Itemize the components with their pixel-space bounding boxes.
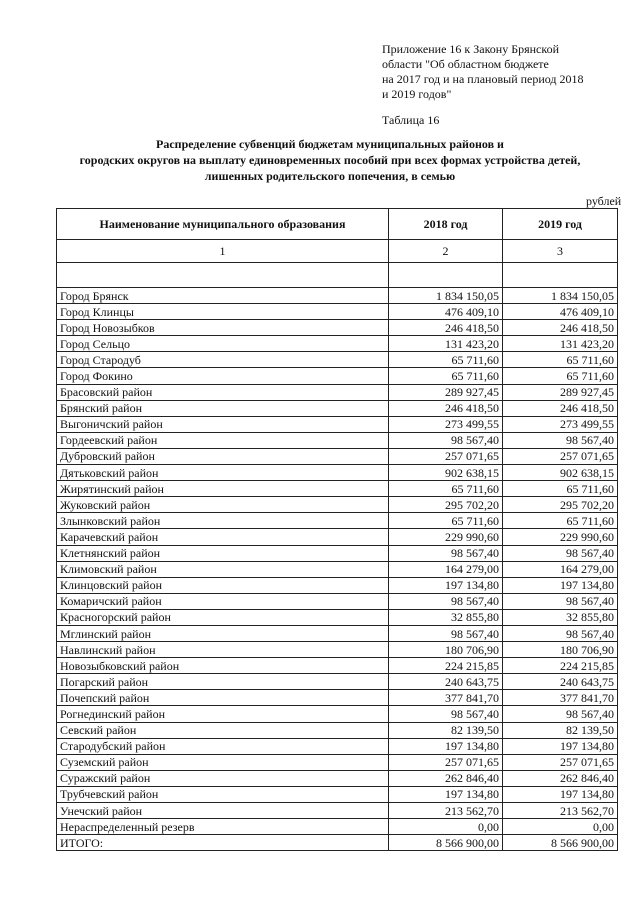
value-2019-cell: 213 562,70 (503, 803, 618, 819)
table-row (57, 561, 618, 577)
municipality-cell: Дубровский район (57, 448, 389, 464)
value-2018-cell: 197 134,80 (389, 577, 503, 593)
value-2019-cell: 98 567,40 (503, 545, 618, 561)
value-2019-cell: 32 855,80 (503, 609, 618, 625)
municipality-cell: Город Стародуб (57, 352, 389, 368)
municipality-cell: Город Клинцы (57, 304, 389, 320)
table-row (57, 529, 618, 545)
value-2018-cell: 65 711,60 (389, 513, 503, 529)
municipality-cell: Погарский район (57, 674, 389, 690)
value-2018-cell: 1 834 150,05 (389, 288, 503, 304)
table-row (57, 416, 618, 432)
value-2019-cell: 246 418,50 (503, 400, 618, 416)
appendix-line: области "Об областном бюджете (382, 57, 549, 71)
value-2018-cell: 246 418,50 (389, 320, 503, 336)
value-2018-cell: 273 499,55 (389, 416, 503, 432)
municipality-cell: Рогнединский район (57, 706, 389, 722)
spacer-cell (57, 263, 389, 288)
table-row (57, 819, 618, 835)
value-2018-cell: 8 566 900,00 (389, 835, 503, 851)
table-row (57, 577, 618, 593)
table-row (57, 481, 618, 497)
municipality-cell: Город Брянск (57, 288, 389, 304)
table-row (57, 352, 618, 368)
table-row (57, 835, 618, 851)
value-2019-cell: 246 418,50 (503, 320, 618, 336)
value-2018-cell: 213 562,70 (389, 803, 503, 819)
column-number-row (57, 240, 618, 263)
table-row (57, 320, 618, 336)
table-row (57, 304, 618, 320)
header-2019: 2019 год (503, 209, 618, 240)
municipality-cell: Брасовский район (57, 384, 389, 400)
municipality-cell: Суражский район (57, 770, 389, 786)
municipality-cell: Клинцовский район (57, 577, 389, 593)
municipality-cell: Мглинский район (57, 625, 389, 641)
value-2018-cell: 257 071,65 (389, 448, 503, 464)
value-2019-cell: 82 139,50 (503, 722, 618, 738)
table-body (57, 288, 618, 851)
value-2018-cell: 65 711,60 (389, 481, 503, 497)
table-row (57, 609, 618, 625)
table-row (57, 706, 618, 722)
value-2019-cell: 902 638,15 (503, 465, 618, 481)
value-2018-cell: 197 134,80 (389, 738, 503, 754)
column-number: 2 (389, 240, 503, 263)
municipality-cell: Климовский район (57, 561, 389, 577)
value-2018-cell: 246 418,50 (389, 400, 503, 416)
municipality-cell: Карачевский район (57, 529, 389, 545)
municipality-cell: Нераспределенный резерв (57, 819, 389, 835)
table-row (57, 400, 618, 416)
value-2019-cell: 262 846,40 (503, 770, 618, 786)
municipality-cell: Стародубский район (57, 738, 389, 754)
table-row (57, 642, 618, 658)
value-2019-cell: 65 711,60 (503, 513, 618, 529)
appendix-line: на 2017 год и на плановый период 2018 (382, 72, 584, 86)
municipality-cell: Жирятинский район (57, 481, 389, 497)
municipality-cell: Гордеевский район (57, 432, 389, 448)
municipality-cell: Севский район (57, 722, 389, 738)
municipality-cell: Новозыбковский район (57, 658, 389, 674)
document-title (40, 136, 620, 184)
municipality-cell: Город Сельцо (57, 336, 389, 352)
table-row (57, 288, 618, 304)
column-number: 3 (503, 240, 618, 263)
value-2018-cell: 131 423,20 (389, 336, 503, 352)
value-2019-cell: 131 423,20 (503, 336, 618, 352)
value-2018-cell: 98 567,40 (389, 545, 503, 561)
value-2018-cell: 65 711,60 (389, 368, 503, 384)
spacer-row (57, 263, 618, 288)
table-row (57, 770, 618, 786)
value-2019-cell: 257 071,65 (503, 754, 618, 770)
table-row (57, 722, 618, 738)
municipality-cell: Город Фокино (57, 368, 389, 384)
value-2019-cell: 98 567,40 (503, 593, 618, 609)
value-2018-cell: 164 279,00 (389, 561, 503, 577)
value-2019-cell: 476 409,10 (503, 304, 618, 320)
value-2018-cell: 180 706,90 (389, 642, 503, 658)
table-row (57, 432, 618, 448)
value-2019-cell: 197 134,80 (503, 738, 618, 754)
municipality-cell: Жуковский район (57, 497, 389, 513)
table-row (57, 448, 618, 464)
value-2018-cell: 224 215,85 (389, 658, 503, 674)
value-2018-cell: 295 702,20 (389, 497, 503, 513)
value-2018-cell: 0,00 (389, 819, 503, 835)
value-2018-cell: 98 567,40 (389, 625, 503, 641)
value-2019-cell: 65 711,60 (503, 352, 618, 368)
table-row (57, 368, 618, 384)
municipality-cell: Злынковский район (57, 513, 389, 529)
value-2018-cell: 262 846,40 (389, 770, 503, 786)
municipality-cell: Навлинский район (57, 642, 389, 658)
spacer-cell (503, 263, 618, 288)
table-row (57, 754, 618, 770)
municipality-cell: Брянский район (57, 400, 389, 416)
table-row (57, 625, 618, 641)
spacer-cell (389, 263, 503, 288)
value-2018-cell: 257 071,65 (389, 754, 503, 770)
units-label: рублей (586, 194, 622, 208)
value-2019-cell: 295 702,20 (503, 497, 618, 513)
value-2019-cell: 257 071,65 (503, 448, 618, 464)
municipality-cell: Унечский район (57, 803, 389, 819)
municipality-cell: Клетнянский район (57, 545, 389, 561)
value-2019-cell: 197 134,80 (503, 577, 618, 593)
table-row (57, 674, 618, 690)
table-row (57, 513, 618, 529)
subsidy-table (56, 208, 618, 851)
value-2019-cell: 98 567,40 (503, 432, 618, 448)
appendix-line: и 2019 годов" (382, 87, 452, 101)
appendix-line: Приложение 16 к Закону Брянской (382, 42, 560, 56)
table-row (57, 593, 618, 609)
table-row (57, 658, 618, 674)
table-row (57, 465, 618, 481)
table-row (57, 738, 618, 754)
value-2018-cell: 902 638,15 (389, 465, 503, 481)
municipality-cell: Красногорский район (57, 609, 389, 625)
title-line: лишенных родительского попечения, в семью (204, 169, 456, 183)
municipality-cell: ИТОГО: (57, 835, 389, 851)
municipality-cell: Дятьковский район (57, 465, 389, 481)
value-2019-cell: 8 566 900,00 (503, 835, 618, 851)
value-2018-cell: 82 139,50 (389, 722, 503, 738)
value-2018-cell: 289 927,45 (389, 384, 503, 400)
value-2018-cell: 377 841,70 (389, 690, 503, 706)
value-2019-cell: 289 927,45 (503, 384, 618, 400)
value-2018-cell: 98 567,40 (389, 706, 503, 722)
value-2018-cell: 229 990,60 (389, 529, 503, 545)
table-row (57, 497, 618, 513)
municipality-cell: Выгоничский район (57, 416, 389, 432)
municipality-cell: Трубчевский район (57, 786, 389, 802)
appendix-note (382, 42, 622, 102)
value-2018-cell: 197 134,80 (389, 786, 503, 802)
header-municipality: Наименование муниципального образования (57, 209, 389, 240)
value-2018-cell: 98 567,40 (389, 432, 503, 448)
value-2018-cell: 32 855,80 (389, 609, 503, 625)
value-2019-cell: 197 134,80 (503, 786, 618, 802)
value-2019-cell: 224 215,85 (503, 658, 618, 674)
municipality-cell: Город Новозыбков (57, 320, 389, 336)
municipality-cell: Почепский район (57, 690, 389, 706)
value-2019-cell: 164 279,00 (503, 561, 618, 577)
table-row (57, 690, 618, 706)
value-2019-cell: 229 990,60 (503, 529, 618, 545)
table-row (57, 786, 618, 802)
value-2019-cell: 98 567,40 (503, 706, 618, 722)
table-number: Таблица 16 (382, 113, 440, 127)
title-line: Распределение субвенций бюджетам муниципальных районов и (156, 137, 504, 151)
value-2019-cell: 98 567,40 (503, 625, 618, 641)
value-2019-cell: 273 499,55 (503, 416, 618, 432)
value-2018-cell: 476 409,10 (389, 304, 503, 320)
municipality-cell: Суземский район (57, 754, 389, 770)
value-2018-cell: 65 711,60 (389, 352, 503, 368)
header-2018: 2018 год (389, 209, 503, 240)
header-row (57, 209, 618, 240)
column-number: 1 (57, 240, 389, 263)
table-row (57, 545, 618, 561)
value-2019-cell: 180 706,90 (503, 642, 618, 658)
value-2019-cell: 65 711,60 (503, 481, 618, 497)
value-2019-cell: 377 841,70 (503, 690, 618, 706)
table-row (57, 336, 618, 352)
table-row (57, 384, 618, 400)
value-2019-cell: 240 643,75 (503, 674, 618, 690)
value-2019-cell: 1 834 150,05 (503, 288, 618, 304)
table-row (57, 803, 618, 819)
value-2019-cell: 0,00 (503, 819, 618, 835)
municipality-cell: Комаричский район (57, 593, 389, 609)
value-2018-cell: 240 643,75 (389, 674, 503, 690)
title-line: городских округов на выплату единовременных пособий при всех формах устройства детей, (79, 153, 581, 167)
value-2018-cell: 98 567,40 (389, 593, 503, 609)
value-2019-cell: 65 711,60 (503, 368, 618, 384)
